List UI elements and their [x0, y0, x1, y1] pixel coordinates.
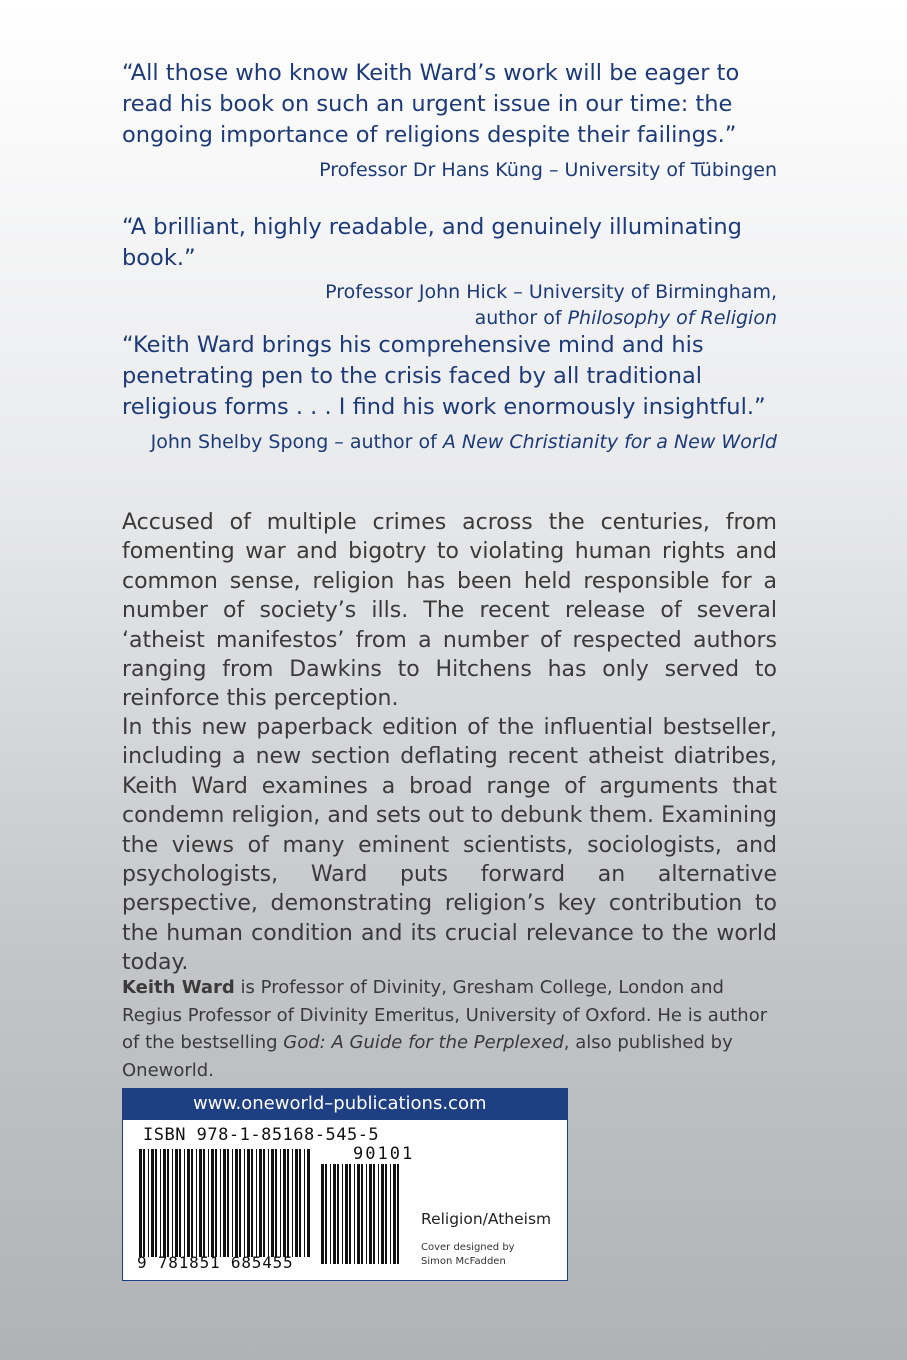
quote-attribution	[122, 429, 777, 455]
barcode-bar	[357, 1164, 360, 1264]
barcode-bar	[345, 1164, 348, 1264]
barcode-bar	[191, 1149, 193, 1257]
barcode-bar	[143, 1149, 145, 1257]
quote-attribution: Professor Dr Hans Küng – University of Tübingen	[319, 159, 777, 181]
barcode-bar	[256, 1149, 257, 1257]
barcode-bar	[283, 1149, 286, 1257]
barcode-bar	[299, 1149, 301, 1257]
barcode-bar	[220, 1149, 221, 1257]
barcode-bar	[304, 1149, 305, 1257]
barcode-bar	[366, 1164, 367, 1264]
barcode-bar	[361, 1164, 363, 1264]
barcode-bar	[263, 1149, 265, 1257]
barcode-bar	[321, 1164, 324, 1264]
bio-text	[122, 974, 777, 1084]
attribution-prefix: author of	[474, 307, 568, 329]
barcode-bar	[349, 1164, 351, 1264]
addon-number: 90101	[353, 1144, 415, 1164]
barcode-bar	[163, 1149, 166, 1257]
barcode-bar	[139, 1149, 142, 1257]
attribution-prefix: John Shelby Spong – author of	[150, 431, 443, 453]
barcode-bar	[251, 1149, 253, 1257]
quote-text: “A brilliant, highly readable, and genuinely illuminating book.”	[122, 214, 742, 271]
barcode-bar	[160, 1149, 161, 1257]
barcode-bar	[333, 1164, 336, 1264]
barcode-bar	[223, 1149, 226, 1257]
quote-attribution	[122, 279, 777, 331]
description-paragraph-1	[122, 508, 777, 714]
barcode-bar	[325, 1164, 327, 1264]
barcode-bar	[378, 1164, 379, 1264]
barcode-bar	[330, 1164, 331, 1264]
barcode-bar	[208, 1149, 209, 1257]
attribution-book-title: Philosophy of Religion	[567, 307, 777, 329]
description-paragraph-2	[122, 713, 777, 978]
barcode-bar	[172, 1149, 173, 1257]
description-text: In this new paperback edition of the influential bestseller, including a new section deflating recent atheist diatribes, Keith Ward examines a broad range of arguments that condemn religion, and sets out to debunk them. Examining the views of many eminent scientists, sociologists, and psychologists, Ward puts forward an alternative perspective, demonstrating religion’s key contribution to the human condition and its crucial relevance to the world today.	[122, 715, 777, 976]
barcode-bar	[247, 1149, 250, 1257]
quote-block-2	[122, 212, 777, 331]
publisher-url[interactable]: www.oneworld–publications.com	[123, 1089, 567, 1120]
barcode-bar	[184, 1149, 185, 1257]
barcode-bar	[292, 1149, 293, 1257]
barcode-bar	[167, 1149, 169, 1257]
bio-part-1: is Professor of Divinity, Gresham College, London and Regius Professor of Divinity Emeritus, University of Oxford. He is author of the bestselling	[122, 977, 768, 1053]
barcode-bar	[232, 1149, 233, 1257]
barcode-bar	[295, 1149, 298, 1257]
barcode-bar	[390, 1164, 391, 1264]
author-bio	[122, 974, 777, 1084]
bio-part-2: , also published by Oneworld.	[122, 1032, 733, 1081]
barcode-bar	[354, 1164, 355, 1264]
barcode-bar	[397, 1164, 399, 1264]
barcode-bar	[203, 1149, 205, 1257]
attribution-line: Professor John Hick – University of Birmingham,	[325, 281, 777, 303]
barcode-bar	[337, 1164, 339, 1264]
barcode-bar	[342, 1164, 343, 1264]
barcode-bar	[280, 1149, 281, 1257]
barcode-bar	[259, 1149, 262, 1257]
quote-text: “All those who know Keith Ward’s work will be eager to read his book on such an urgent issue in our time: the ongoing importance of religions despite their failings.”	[122, 60, 740, 148]
barcode-bar	[287, 1149, 289, 1257]
barcode-bar	[179, 1149, 181, 1257]
barcode-bar	[148, 1149, 149, 1257]
quote-block-3	[122, 330, 777, 455]
attribution-book-title: A New Christianity for a New World	[442, 431, 777, 453]
barcode-bar	[196, 1149, 197, 1257]
cover-credit: Cover designed by Simon McFadden	[421, 1242, 515, 1267]
barcode-bar	[215, 1149, 217, 1257]
barcode-bar	[271, 1149, 274, 1257]
barcode-bar	[235, 1149, 238, 1257]
barcode-bar	[369, 1164, 372, 1264]
barcode-bar	[268, 1149, 269, 1257]
barcode-bar	[151, 1149, 154, 1257]
barcode-bar	[187, 1149, 190, 1257]
barcode-bar	[239, 1149, 241, 1257]
barcode-bar	[381, 1164, 384, 1264]
author-name: Keith Ward	[122, 977, 235, 998]
category-label: Religion/Atheism	[421, 1210, 552, 1228]
description-text: Accused of multiple crimes across the centuries, from fomenting war and bigotry to violating human rights and common sense, religion has been held responsible for a number of society’s ills. The recent release of several ‘atheist manifestos’ from a number of respected authors ranging from Dawkins to Hitchens has only served to reinforce this perception.	[122, 510, 777, 712]
barcode-bar	[155, 1149, 157, 1257]
ean-number: 9 781851 685455	[137, 1253, 294, 1272]
barcode-bar	[393, 1164, 396, 1264]
barcode-bar	[199, 1149, 202, 1257]
quote-text: “Keith Ward brings his comprehensive mind and his penetrating pen to the crisis faced by all traditional religious forms . . . I find his work enormously insightful.”	[122, 332, 766, 420]
isbn-number: ISBN 978-1-85168-545-5	[143, 1125, 380, 1145]
barcode-bar	[175, 1149, 178, 1257]
barcode-bar	[275, 1149, 277, 1257]
barcode-bar	[307, 1149, 310, 1257]
bio-book-title: God: A Guide for the Perplexed	[283, 1032, 564, 1053]
barcode-box	[122, 1088, 568, 1281]
barcode-bar	[244, 1149, 245, 1257]
barcode-bar	[385, 1164, 387, 1264]
barcode-bar	[227, 1149, 229, 1257]
barcode-bar	[211, 1149, 214, 1257]
barcode-bar	[373, 1164, 375, 1264]
quote-block-1	[122, 58, 777, 183]
